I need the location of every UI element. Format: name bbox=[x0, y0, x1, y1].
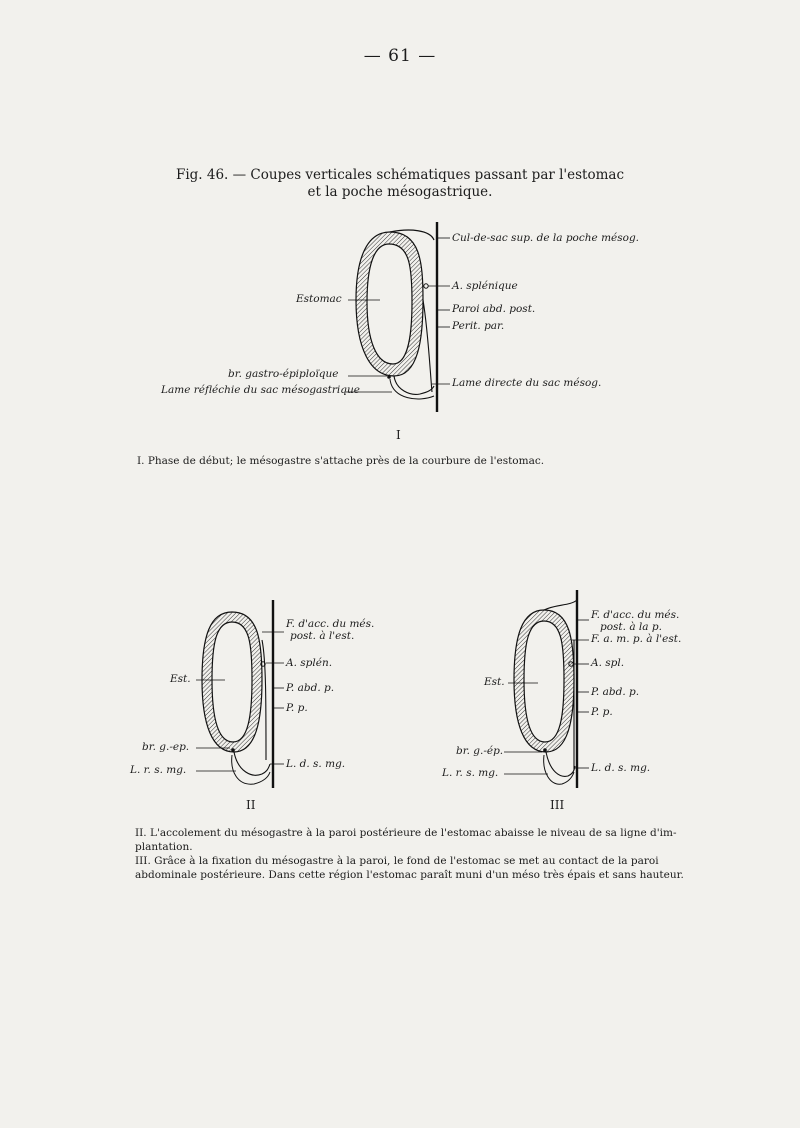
label-iii-l-d-s: L. d. s. mg. bbox=[591, 762, 651, 774]
label-a-splenique: A. splénique bbox=[452, 280, 518, 292]
label-iii-est: Est. bbox=[484, 676, 505, 688]
label-perit: Perit. par. bbox=[452, 320, 505, 332]
diagram-1-drawing bbox=[346, 222, 450, 412]
label-ii-est: Est. bbox=[170, 673, 191, 685]
diagram-2-drawing bbox=[196, 600, 284, 788]
label-ii-a-splen: A. splén. bbox=[286, 657, 333, 669]
label-ii-p-p: P. p. bbox=[286, 702, 308, 714]
diagram-3-drawing bbox=[504, 590, 589, 788]
label-ii-f-acc-1: F. d'acc. du més. bbox=[286, 618, 375, 630]
label-ii-l-r-s: L. r. s. mg. bbox=[130, 764, 187, 776]
legend-i: I. Phase de début; le mésogastre s'attache près de la courbure de l'estomac. bbox=[137, 455, 545, 467]
label-iii-a-spl: A. spl. bbox=[591, 657, 625, 669]
legend-iii-line2: abdominale postérieure. Dans cette région l'estomac paraît muni d'un méso très épais et sans hauteur. bbox=[135, 869, 684, 881]
label-estomac: Estomac bbox=[296, 293, 342, 305]
page-number: — 61 — bbox=[363, 46, 437, 66]
label-iii-p-abd: P. abd. p. bbox=[591, 686, 640, 698]
label-lame-reflechie: Lame réfléchie du sac mésogastrique bbox=[161, 384, 360, 396]
label-cul-de-sac: Cul-de-sac sup. de la poche mésog. bbox=[452, 232, 640, 244]
label-iii-l-r-s: L. r. s. mg. bbox=[442, 767, 499, 779]
diagram-3-number: III bbox=[550, 798, 565, 812]
label-lame-directe: Lame directe du sac mésog. bbox=[452, 377, 602, 389]
label-iii-f-acc-1: F. d'acc. du més. bbox=[591, 609, 680, 621]
label-ii-f-acc-2: post. à l'est. bbox=[290, 630, 355, 642]
figure-title-line2: et la poche mésogastrique. bbox=[307, 184, 493, 200]
figure-title-line1: Fig. 46. — Coupes verticales schématiques passant par l'estomac bbox=[175, 167, 625, 183]
label-br-gastro: br. gastro-épiploïque bbox=[228, 368, 339, 380]
label-ii-br-g-ep: br. g.-ep. bbox=[142, 741, 190, 753]
label-iii-f-amp: F. a. m. p. à l'est. bbox=[591, 633, 682, 645]
label-iii-f-acc-2: post. à la p. bbox=[600, 621, 662, 633]
label-paroi: Paroi abd. post. bbox=[452, 303, 536, 315]
diagram-1-number: I bbox=[396, 428, 401, 442]
label-iii-br-g-ep: br. g.-ép. bbox=[456, 745, 504, 757]
diagram-1-stomach bbox=[356, 232, 423, 376]
label-ii-p-abd: P. abd. p. bbox=[286, 682, 335, 694]
label-iii-p-p: P. p. bbox=[591, 706, 613, 718]
legend-ii-line1: II. L'accolement du mésogastre à la paroi postérieure de l'estomac abaisse le niveau de sa ligne d'im- bbox=[135, 827, 677, 839]
label-ii-l-d-s: L. d. s. mg. bbox=[286, 758, 346, 770]
legend-ii-line2: plantation. bbox=[135, 841, 193, 853]
diagram-2-number: II bbox=[246, 798, 256, 812]
legend-iii-line1: III. Grâce à la fixation du mésogastre à la paroi, le fond de l'estomac se met au contact de la paroi bbox=[135, 855, 659, 867]
